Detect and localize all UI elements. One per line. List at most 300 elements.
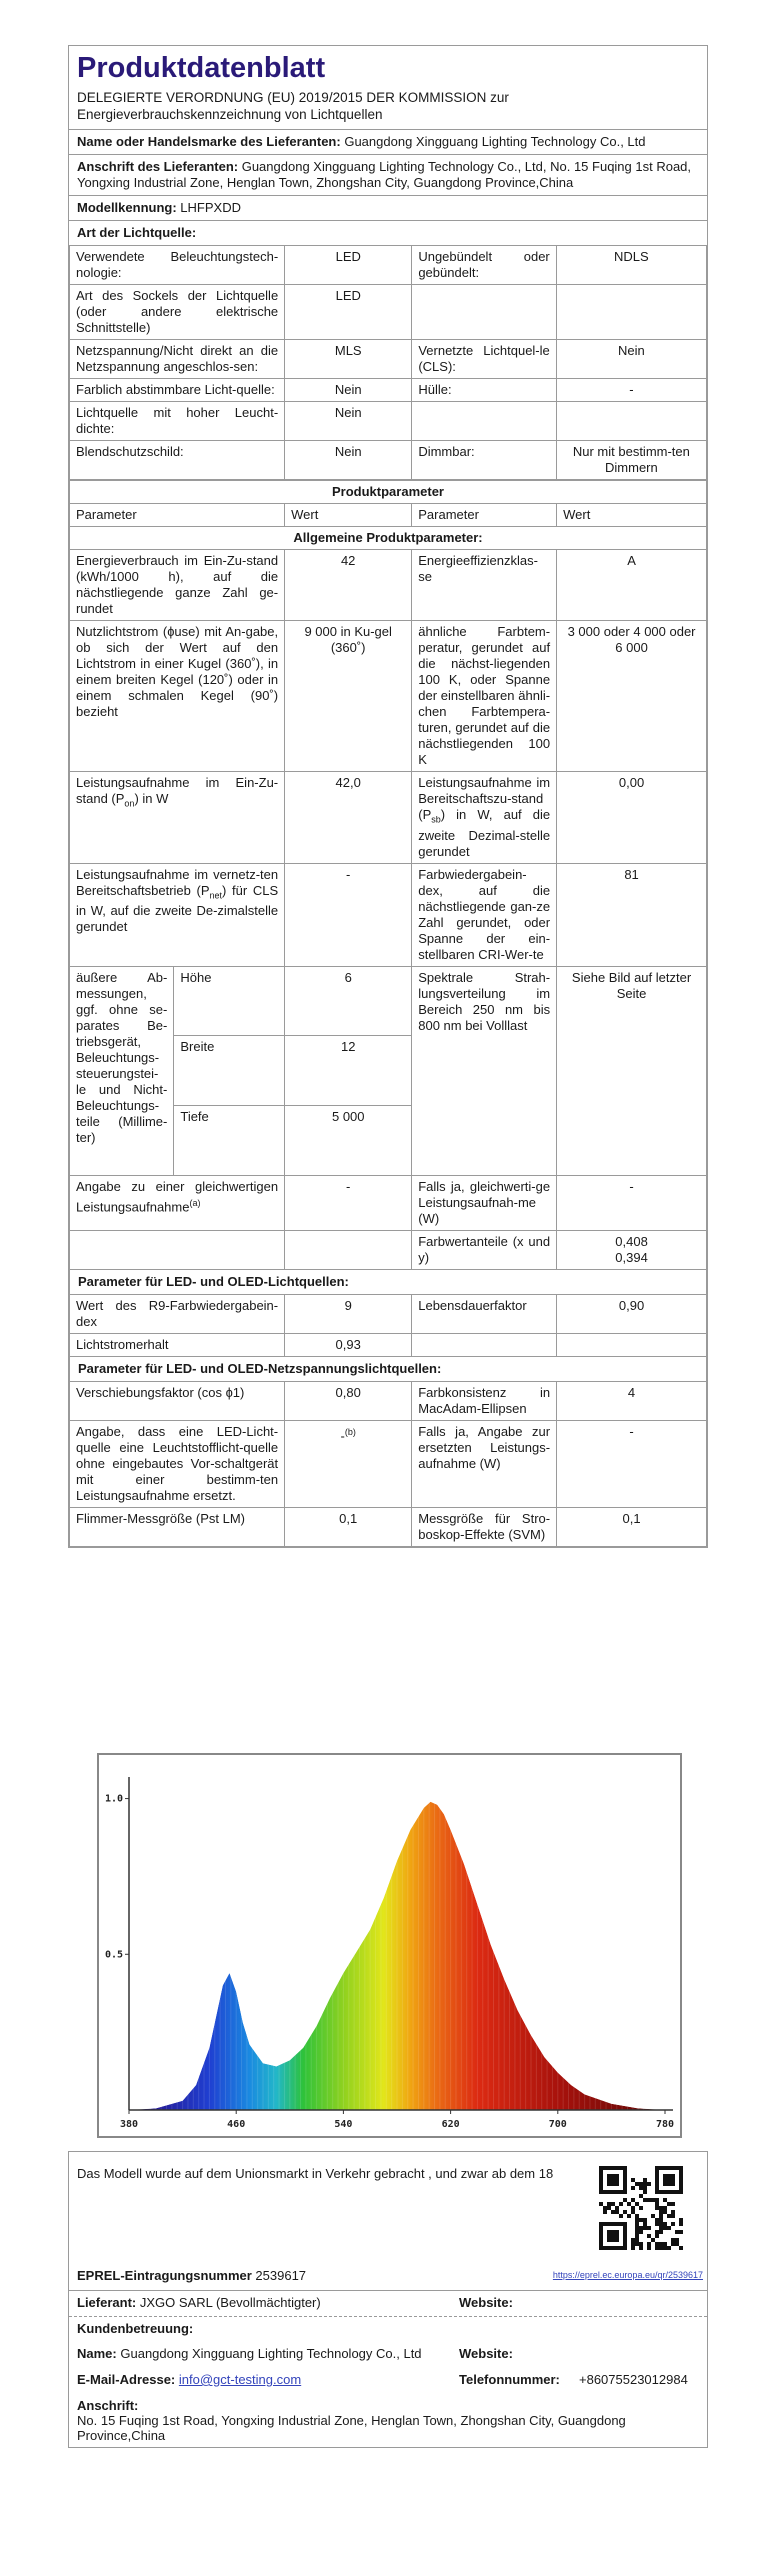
- type-label-2: Ungebündelt oder gebündelt:: [412, 246, 556, 285]
- qr-module: [615, 2190, 619, 2194]
- r9-label: Wert des R9-Farbwiedergabein-dex: [70, 1294, 285, 1333]
- qr-module: [651, 2238, 655, 2242]
- qr-module: [607, 2178, 611, 2182]
- qr-module: [599, 2246, 603, 2250]
- type-label-2: Dimmbar:: [412, 441, 556, 480]
- name-row: [69, 2342, 707, 2368]
- qr-module: [639, 2226, 643, 2230]
- qr-module: [667, 2174, 671, 2178]
- spectral-label: Spektrale Strah-lungsverteilung im Bereich 250 nm bis 800 nm bei Volllast: [412, 966, 557, 1175]
- qr-module: [655, 2170, 659, 2174]
- qr-module: [635, 2202, 639, 2206]
- lumen-maintenance-label: Lichtstromerhalt: [70, 1333, 285, 1356]
- empty-cell: [557, 1333, 707, 1356]
- footer: [68, 2151, 708, 2448]
- type-section-heading: Art der Lichtquelle:: [69, 220, 707, 245]
- qr-module: [611, 2230, 615, 2234]
- qr-module: [679, 2190, 683, 2194]
- qr-module: [631, 2178, 635, 2182]
- replaced-power-value: -: [557, 1420, 707, 1507]
- qr-module: [623, 2198, 627, 2202]
- qr-module: [639, 2218, 643, 2222]
- qr-module: [607, 2166, 611, 2170]
- qr-module: [655, 2230, 659, 2234]
- qr-module: [611, 2210, 615, 2214]
- qr-module: [611, 2246, 615, 2250]
- power-on-label: [70, 772, 285, 864]
- qr-module: [627, 2202, 631, 2206]
- qr-module: [647, 2198, 651, 2202]
- qr-module: [599, 2222, 603, 2226]
- qr-code-icon[interactable]: [599, 2166, 683, 2250]
- lieferant-value: JXGO SARL (Bevollmächtigter): [139, 2295, 321, 2310]
- flicker-label: Flimmer-Messgröße (Pst LM): [70, 1507, 285, 1546]
- qr-module: [655, 2178, 659, 2182]
- qr-module: [611, 2238, 615, 2242]
- model-value: LHFPXDD: [180, 200, 241, 215]
- qr-module: [667, 2178, 671, 2182]
- type-value-2: -: [556, 379, 706, 402]
- qr-module: [619, 2202, 623, 2206]
- qr-module: [679, 2218, 683, 2222]
- qr-module: [679, 2170, 683, 2174]
- qr-module: [655, 2206, 659, 2210]
- qr-module: [603, 2246, 607, 2250]
- type-row: [70, 285, 707, 340]
- qr-module: [663, 2210, 667, 2214]
- empty-cell: [285, 1230, 412, 1269]
- eprel-value: 2539617: [255, 2268, 307, 2283]
- qr-module: [619, 2166, 623, 2170]
- qr-module: [623, 2246, 627, 2250]
- qr-module: [655, 2234, 659, 2238]
- qr-module: [639, 2242, 643, 2246]
- general-params-heading: Allgemeine Produktparameter:: [70, 527, 707, 550]
- qr-module: [643, 2186, 647, 2190]
- qr-module: [623, 2230, 627, 2234]
- qr-module: [631, 2198, 635, 2202]
- qr-module: [635, 2218, 639, 2222]
- qr-module: [675, 2190, 679, 2194]
- qr-module: [667, 2190, 671, 2194]
- type-row: [70, 379, 707, 402]
- market-text: Das Modell wurde auf dem Unionsmarkt in Verkehr gebracht , und zwar ab dem 18: [77, 2166, 554, 2181]
- qr-module: [675, 2166, 679, 2170]
- qr-module: [603, 2190, 607, 2194]
- qr-module: [679, 2166, 683, 2170]
- type-value-2: [556, 285, 706, 340]
- doc-title: Produktdatenblatt: [77, 52, 326, 84]
- qr-module: [615, 2246, 619, 2250]
- qr-module: [607, 2238, 611, 2242]
- dim-depth-value: 5 000: [285, 1106, 411, 1175]
- qr-module: [635, 2230, 639, 2234]
- phone-label: Telefonnummer:: [459, 2372, 560, 2387]
- qr-module: [611, 2202, 615, 2206]
- qr-module: [671, 2242, 675, 2246]
- supplier-row: [69, 2290, 707, 2316]
- cri-value: 81: [557, 863, 707, 966]
- qr-module: [647, 2234, 651, 2238]
- qr-module: [643, 2222, 647, 2226]
- qr-module: [643, 2178, 647, 2182]
- qr-module: [607, 2230, 611, 2234]
- qr-module: [623, 2186, 627, 2190]
- y-tick-label: 0.5: [104, 1949, 123, 1961]
- qr-module: [655, 2174, 659, 2178]
- qr-module: [631, 2186, 635, 2190]
- lieferant-label: Lieferant:: [77, 2295, 137, 2310]
- qr-module: [599, 2182, 603, 2186]
- qr-module: [659, 2214, 663, 2218]
- qr-module: [611, 2190, 615, 2194]
- qr-module: [631, 2206, 635, 2210]
- qr-module: [615, 2210, 619, 2214]
- qr-module: [663, 2246, 667, 2250]
- qr-module: [655, 2198, 659, 2202]
- qr-module: [611, 2234, 615, 2238]
- qr-module: [639, 2230, 643, 2234]
- qr-module: [663, 2198, 667, 2202]
- qr-module: [623, 2190, 627, 2194]
- qr-module: [671, 2202, 675, 2206]
- qr-module: [667, 2202, 671, 2206]
- qr-module: [623, 2174, 627, 2178]
- qr-module: [655, 2218, 659, 2222]
- qr-module: [663, 2178, 667, 2182]
- qr-module: [679, 2178, 683, 2182]
- address-label: Anschrift:: [77, 2398, 139, 2413]
- type-value: Nein: [285, 441, 412, 480]
- qr-module: [623, 2242, 627, 2246]
- qr-module: [599, 2242, 603, 2246]
- qr-module: [603, 2206, 607, 2210]
- type-value: MLS: [285, 340, 412, 379]
- x-tick-label: 780: [655, 2119, 675, 2130]
- qr-module: [667, 2166, 671, 2170]
- qr-module: [655, 2242, 659, 2246]
- qr-module: [607, 2206, 611, 2210]
- qr-module: [619, 2214, 623, 2218]
- power-networked-label: [70, 863, 285, 966]
- qr-module: [663, 2182, 667, 2186]
- type-label: Netzspannung/Nicht direkt an die Netzspannung angeschlos-sen:: [70, 340, 285, 379]
- qr-module: [611, 2178, 615, 2182]
- qr-module: [607, 2202, 611, 2206]
- qr-module: [643, 2226, 647, 2230]
- params-title: Produktparameter: [70, 481, 707, 504]
- header-param-2: Parameter: [412, 504, 557, 527]
- market-row: [69, 2152, 707, 2264]
- qr-module: [635, 2214, 639, 2218]
- fluorescent-replacement-value-sup: (b): [344, 1426, 356, 1437]
- qr-module: [599, 2166, 603, 2170]
- type-value: Nein: [285, 402, 412, 441]
- datasheet: [68, 45, 708, 1548]
- qr-module: [639, 2182, 643, 2186]
- energy-consumption-value: 42: [285, 550, 412, 621]
- chromaticity-value: [557, 1230, 707, 1269]
- qr-module: [671, 2174, 675, 2178]
- y-tick-label: 1.0: [104, 1793, 123, 1805]
- dim-height-label: Höhe: [174, 967, 285, 1036]
- qr-module: [643, 2198, 647, 2202]
- address-row: [69, 2394, 707, 2447]
- qr-module: [631, 2242, 635, 2246]
- qr-module: [635, 2238, 639, 2242]
- qr-module: [655, 2190, 659, 2194]
- flicker-value: 0,1: [285, 1507, 412, 1546]
- type-label: Art des Sockels der Lichtquelle (oder andere elektrische Schnittstelle): [70, 285, 285, 340]
- header-param-1: Parameter: [70, 504, 285, 527]
- qr-module: [623, 2210, 627, 2214]
- qr-module: [603, 2222, 607, 2226]
- qr-module: [679, 2222, 683, 2226]
- type-value-2: [556, 402, 706, 441]
- dimensions-cell: [70, 966, 412, 1175]
- qr-module: [599, 2230, 603, 2234]
- qr-module: [663, 2206, 667, 2210]
- cri-label: Farbwiedergabein-dex, auf die nächstliegende gan-ze Zahl gerundet, oder Spanne der ein-stellbaren CRI-Wer-te: [412, 863, 557, 966]
- qr-module: [599, 2234, 603, 2238]
- color-consistency-value: 4: [557, 1381, 707, 1420]
- qr-module: [659, 2218, 663, 2222]
- qr-module: [607, 2174, 611, 2178]
- power-on-value: 42,0: [285, 772, 412, 864]
- qr-module: [619, 2190, 623, 2194]
- supplier-address-value: Guangdong Xingguang Lighting Technology Co., Ltd, No. 15 Fuqing 1st Road, Yongxing Industrial Zone, Henglan Town, Zhongshan City, Guangdong Province,China: [77, 159, 692, 190]
- qr-module: [659, 2230, 663, 2234]
- qr-module: [599, 2238, 603, 2242]
- qr-module: [599, 2174, 603, 2178]
- color-consistency-label: Farbkonsistenz in MacAdam-Ellipsen: [412, 1381, 557, 1420]
- supplier-name-label: Name oder Handelsmarke des Lieferanten:: [77, 134, 341, 149]
- qr-module: [667, 2226, 671, 2230]
- qr-module: [631, 2238, 635, 2242]
- qr-module: [615, 2234, 619, 2238]
- qr-module: [659, 2206, 663, 2210]
- name-label: Name:: [77, 2346, 117, 2361]
- qr-module: [659, 2242, 663, 2246]
- dim-depth-label: Tiefe: [174, 1106, 285, 1175]
- power-on-label-sub: on: [124, 798, 135, 809]
- qr-module: [679, 2186, 683, 2190]
- qr-module: [679, 2182, 683, 2186]
- qr-module: [599, 2202, 603, 2206]
- qr-module: [667, 2182, 671, 2186]
- replaced-power-label: Falls ja, Angabe zur ersetzten Leistungs-aufnahme (W): [412, 1420, 557, 1507]
- qr-module: [639, 2206, 643, 2210]
- qr-module: [643, 2218, 647, 2222]
- x-tick-label: 620: [441, 2119, 460, 2130]
- qr-module: [639, 2194, 643, 2198]
- qr-module: [623, 2234, 627, 2238]
- qr-module: [639, 2186, 643, 2190]
- qr-module: [663, 2174, 667, 2178]
- qr-module: [675, 2230, 679, 2234]
- header-value-2: Wert: [557, 504, 707, 527]
- qr-module: [671, 2238, 675, 2242]
- qr-module: [615, 2166, 619, 2170]
- power-on-label-text: Leistungsaufnahme im Ein-Zu-stand (P: [76, 775, 279, 806]
- qr-module: [607, 2182, 611, 2186]
- qr-module: [659, 2190, 663, 2194]
- qr-module: [603, 2210, 607, 2214]
- fluorescent-replacement-value: [285, 1420, 412, 1507]
- fluorescent-replacement-label: Angabe, dass eine LED-Licht-quelle eine Leuchtstofflicht-quelle ohne eingebautes Vor-schaltgerät mit einer bestimm-ten Leistungsaufnahme ersetzt.: [70, 1420, 285, 1507]
- qr-module: [607, 2234, 611, 2238]
- qr-module: [671, 2182, 675, 2186]
- color-temperature-value: 3 000 oder 4 000 oder 6 000: [557, 621, 707, 772]
- qr-module: [671, 2222, 675, 2226]
- qr-module: [651, 2198, 655, 2202]
- equivalent-power-value: -: [285, 1175, 412, 1230]
- dimensions-label: äußere Ab-messungen, ggf. ohne se-parates Be-triebsgerät, Beleuchtungs-steuerungstei-le und Nicht-Beleuchtungs-teile (Millime-ter): [70, 967, 174, 1175]
- power-standby-label-text: Leistungsaufnahme im Bereitschaftszu-stand (P: [418, 775, 551, 822]
- equivalent-power-w-label: Falls ja, gleichwerti-ge Leistungsaufnah-me (W): [412, 1175, 557, 1230]
- qr-module: [671, 2190, 675, 2194]
- eprel-label: EPREL-Eintragungsnummer: [77, 2268, 252, 2283]
- type-label: Verwendete Beleuchtungstech-nologie:: [70, 246, 285, 285]
- qr-module: [659, 2226, 663, 2230]
- stroboscopic-label: Messgröße für Stro-boskop-Effekte (SVM): [412, 1507, 557, 1546]
- customer-service-heading: Kundenbetreuung:: [77, 2321, 194, 2336]
- qr-module: [679, 2174, 683, 2178]
- eprel-link[interactable]: https://eprel.ec.europa.eu/qr/2539617: [552, 2270, 703, 2280]
- website2-label: Website:: [459, 2346, 513, 2361]
- type-row: [70, 246, 707, 285]
- qr-module: [635, 2182, 639, 2186]
- power-networked-value: -: [285, 863, 412, 966]
- chromaticity-x: 0,408: [615, 1233, 648, 1249]
- type-row: [70, 402, 707, 441]
- contact-row: [69, 2368, 707, 2394]
- qr-module: [655, 2202, 659, 2206]
- qr-module: [615, 2178, 619, 2182]
- qr-module: [679, 2230, 683, 2234]
- qr-module: [647, 2226, 651, 2230]
- qr-module: [623, 2238, 627, 2242]
- qr-module: [615, 2174, 619, 2178]
- qr-module: [671, 2210, 675, 2214]
- power-standby-label-sub: sb: [431, 814, 441, 825]
- qr-module: [599, 2178, 603, 2182]
- color-temperature-label: ähnliche Farbtem-peratur, gerundet auf die nächst-liegenden 100 K, oder Spanne der einstellbaren ähnli-chen Farbtempera-turen, gerundet auf die nächstliegenden 100 K: [412, 621, 557, 772]
- qr-module: [623, 2178, 627, 2182]
- qr-module: [651, 2214, 655, 2218]
- qr-module: [599, 2170, 603, 2174]
- chromaticity-label: Farbwertanteile (x und y): [412, 1230, 557, 1269]
- phone-value: +86075523012984: [579, 2372, 688, 2387]
- type-row: [70, 441, 707, 480]
- qr-module: [623, 2170, 627, 2174]
- qr-module: [663, 2226, 667, 2230]
- spectral-value: Siehe Bild auf letzter Seite: [557, 966, 707, 1175]
- qr-module: [671, 2178, 675, 2182]
- qr-module: [647, 2182, 651, 2186]
- power-networked-label-text: Leistungsaufnahme im vernetz-ten Bereitschaftsbetrieb (P: [76, 866, 279, 898]
- type-label-2: [412, 285, 556, 340]
- type-value-2: Nur mit bestimm-ten Dimmern: [556, 441, 706, 480]
- qr-module: [599, 2226, 603, 2230]
- supplier-name-value: Guangdong Xingguang Lighting Technology Co., Ltd: [344, 134, 646, 149]
- qr-module: [611, 2222, 615, 2226]
- qr-module: [647, 2246, 651, 2250]
- type-label-2: Hülle:: [412, 379, 556, 402]
- qr-module: [663, 2222, 667, 2226]
- qr-module: [615, 2182, 619, 2186]
- qr-module: [675, 2242, 679, 2246]
- type-value-2: NDLS: [556, 246, 706, 285]
- qr-module: [667, 2214, 671, 2218]
- qr-module: [655, 2246, 659, 2250]
- qr-module: [655, 2186, 659, 2190]
- qr-module: [659, 2246, 663, 2250]
- lumen-maintenance-value: 0,93: [285, 1333, 412, 1356]
- empty-cell: [70, 1230, 285, 1269]
- qr-module: [599, 2186, 603, 2190]
- dim-height-value: 6: [285, 967, 411, 1036]
- type-label-2: [412, 402, 556, 441]
- header-value-1: Wert: [285, 504, 412, 527]
- equivalent-power-label-text: Angabe zu einer gleichwertigen Leistungsaufnahme: [76, 1178, 279, 1214]
- qr-module: [639, 2246, 643, 2250]
- type-label: Blendschutzschild:: [70, 441, 285, 480]
- chromaticity-y: 0,394: [615, 1249, 648, 1265]
- qr-module: [607, 2222, 611, 2226]
- empty-cell: [412, 1333, 557, 1356]
- dim-width-value: 12: [285, 1035, 411, 1105]
- email-label: E-Mail-Adresse:: [77, 2372, 176, 2387]
- qr-module: [631, 2210, 635, 2214]
- type-row: [70, 340, 707, 379]
- email-link[interactable]: info@gct-testing.com: [178, 2372, 302, 2387]
- model-label: Modellkennung:: [77, 200, 177, 215]
- equivalent-power-label-sup: (a): [189, 1197, 201, 1208]
- fluorescent-replacement-value-text: -: [340, 1427, 345, 1443]
- power-networked-label-tail: ) für CLS in W, auf die zweite De-zimalstelle gerundet: [76, 882, 279, 935]
- r9-value: 9: [285, 1294, 412, 1333]
- qr-module: [635, 2222, 639, 2226]
- energy-consumption-label: Energieverbrauch im Ein-Zu-stand (kWh/1000 h), auf die nächstliegende ganze Zahl ge-rundet: [70, 550, 285, 621]
- qr-module: [663, 2166, 667, 2170]
- type-value: LED: [285, 246, 412, 285]
- type-value: Nein: [285, 379, 412, 402]
- qr-module: [607, 2246, 611, 2250]
- spectrum-chart: [97, 1753, 682, 2138]
- qr-module: [631, 2246, 635, 2250]
- x-tick-label: 380: [119, 2119, 139, 2130]
- equivalent-power-label: [70, 1175, 285, 1230]
- spectrum-svg: [99, 1755, 680, 2136]
- qr-module: [623, 2226, 627, 2230]
- qr-module: [655, 2182, 659, 2186]
- qr-module: [611, 2166, 615, 2170]
- x-tick-label: 540: [334, 2119, 353, 2130]
- qr-module: [627, 2214, 631, 2218]
- survival-factor-value: 0,90: [557, 1294, 707, 1333]
- qr-module: [603, 2166, 607, 2170]
- type-label: Farblich abstimmbare Licht-quelle:: [70, 379, 285, 402]
- qr-module: [599, 2190, 603, 2194]
- x-tick-label: 460: [227, 2119, 246, 2130]
- address-value: No. 15 Fuqing 1st Road, Yongxing Industrial Zone, Henglan Town, Zhongshan City, Guangdong Province,China: [77, 2413, 626, 2443]
- qr-module: [659, 2210, 663, 2214]
- supplier-name-row: [69, 129, 707, 154]
- type-table: [69, 245, 707, 480]
- power-standby-value: 0,00: [557, 772, 707, 864]
- qr-module: [615, 2222, 619, 2226]
